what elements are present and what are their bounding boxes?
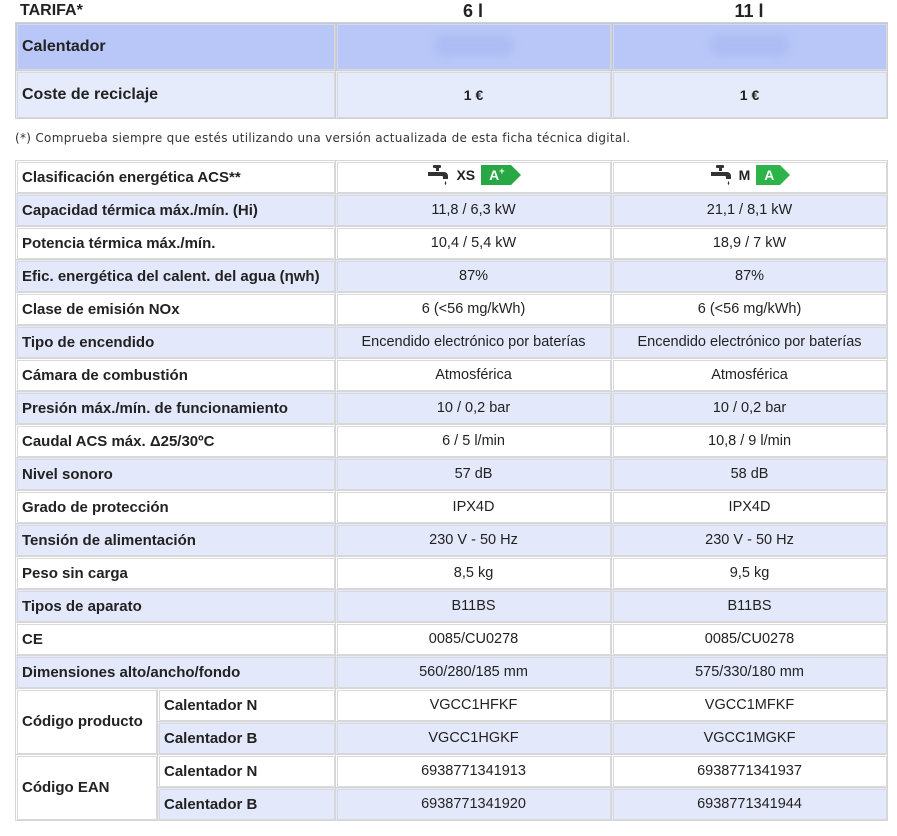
tarifa-label: TARIFA* [20, 2, 83, 19]
spec-label: Presión máx./mín. de funcionamiento [16, 392, 336, 425]
price-11l [612, 23, 888, 71]
spec-value-6l: Encendido electrónico por baterías [336, 326, 612, 359]
spec-value-11l: 575/330/180 mm [612, 656, 888, 689]
column-header-6l: 6 l [462, 1, 483, 21]
table-row [16, 161, 888, 194]
spec-value-6l: 57 dB [336, 458, 612, 491]
energy-badge: A+ [481, 165, 510, 185]
spec-value-11l: 87% [612, 260, 888, 293]
table-row [16, 524, 888, 557]
spec-label: Clase de emisión NOx [16, 293, 336, 326]
table-row [16, 23, 888, 71]
code-value-6l: VGCC1HFKF [336, 689, 612, 722]
spec-value-11l: 9,5 kg [612, 557, 888, 590]
spec-value-11l: Encendido electrónico por baterías [612, 326, 888, 359]
table-row [16, 425, 888, 458]
spec-label: Cámara de combustión [16, 359, 336, 392]
code-value-6l: 6938771341913 [336, 755, 612, 788]
spec-value-11l: 21,1 / 8,1 kW [612, 194, 888, 227]
spec-value-11l: 58 dB [612, 458, 888, 491]
code-sub-label: Calentador B [158, 788, 336, 821]
table-row [16, 293, 888, 326]
pricing-table [15, 22, 888, 119]
coste-6l: 1 € [336, 71, 612, 119]
spec-value-11l: 10,8 / 9 l/min [612, 425, 888, 458]
table-row [16, 392, 888, 425]
code-value-6l: 6938771341920 [336, 788, 612, 821]
energy-class-6l [336, 161, 612, 194]
spec-value-11l: IPX4D [612, 491, 888, 524]
spec-value-6l: IPX4D [336, 491, 612, 524]
code-sub-label: Calentador N [158, 755, 336, 788]
table-row [16, 359, 888, 392]
spec-value-11l: 6 (<56 mg/kWh) [612, 293, 888, 326]
coste-11l: 1 € [612, 71, 888, 119]
spec-value-6l: 87% [336, 260, 612, 293]
code-value-11l: VGCC1MGKF [612, 722, 888, 755]
table-row [16, 458, 888, 491]
code-sub-label: Calentador B [158, 722, 336, 755]
table-row [16, 260, 888, 293]
spec-label: Tensión de alimentación [16, 524, 336, 557]
energy-class-label: Clasificación energética ACS** [16, 161, 336, 194]
code-sub-label: Calentador N [158, 689, 336, 722]
spec-value-11l: 0085/CU0278 [612, 623, 888, 656]
table-row [16, 755, 888, 788]
spec-value-6l: B11BS [336, 590, 612, 623]
specs-table [15, 160, 888, 821]
spec-value-6l: 6 (<56 mg/kWh) [336, 293, 612, 326]
spec-label: Tipos de aparato [16, 590, 336, 623]
spec-value-6l: 230 V - 50 Hz [336, 524, 612, 557]
spec-value-6l: Atmosférica [336, 359, 612, 392]
table-row [16, 656, 888, 689]
codigo-producto-label: Código producto [16, 689, 158, 755]
table-row [16, 326, 888, 359]
blurred-price [434, 34, 514, 56]
spec-label: Caudal ACS máx. Δ25/30ºC [16, 425, 336, 458]
table-row [16, 557, 888, 590]
spec-value-6l: 0085/CU0278 [336, 623, 612, 656]
spec-label: Tipo de encendido [16, 326, 336, 359]
spec-label: Capacidad térmica máx./mín. (Hi) [16, 194, 336, 227]
load-profile: XS [456, 167, 476, 183]
spec-label: Potencia térmica máx./mín. [16, 227, 336, 260]
load-profile: M [738, 167, 751, 183]
energy-class-11l [612, 161, 888, 194]
spec-value-6l: 6 / 5 l/min [336, 425, 612, 458]
spec-value-6l: 11,8 / 6,3 kW [336, 194, 612, 227]
table-row [16, 194, 888, 227]
code-value-11l: VGCC1MFKF [612, 689, 888, 722]
spec-value-11l: Atmosférica [612, 359, 888, 392]
spec-value-6l: 10 / 0,2 bar [336, 392, 612, 425]
update-note: (*) Comprueba siempre que estés utilizando una versión actualizada de esta ficha técnica digital. [15, 131, 631, 145]
calentador-label: Calentador [16, 23, 336, 71]
spec-value-6l: 10,4 / 5,4 kW [336, 227, 612, 260]
codigo-ean-label: Código EAN [16, 755, 158, 821]
spec-value-11l: B11BS [612, 590, 888, 623]
spec-label: Dimensiones alto/ancho/fondo [16, 656, 336, 689]
energy-badge: A [756, 165, 780, 185]
table-row [16, 623, 888, 656]
spec-value-6l: 560/280/185 mm [336, 656, 612, 689]
spec-value-11l: 230 V - 50 Hz [612, 524, 888, 557]
blurred-price [710, 34, 790, 56]
tap-icon [426, 164, 450, 186]
table-row [16, 590, 888, 623]
code-value-6l: VGCC1HGKF [336, 722, 612, 755]
tap-icon [709, 164, 733, 186]
table-row [16, 71, 888, 119]
spec-label: Peso sin carga [16, 557, 336, 590]
spec-label: CE [16, 623, 336, 656]
code-value-11l: 6938771341944 [612, 788, 888, 821]
coste-reciclaje-label: Coste de reciclaje [16, 71, 336, 119]
table-row [16, 227, 888, 260]
price-6l [336, 23, 612, 71]
code-value-11l: 6938771341937 [612, 755, 888, 788]
column-header-11l: 11 l [734, 1, 764, 21]
table-header [15, 0, 887, 22]
spec-value-11l: 10 / 0,2 bar [612, 392, 888, 425]
table-row [16, 491, 888, 524]
spec-label: Nivel sonoro [16, 458, 336, 491]
spec-value-6l: 8,5 kg [336, 557, 612, 590]
spec-value-11l: 18,9 / 7 kW [612, 227, 888, 260]
spec-label: Efic. energética del calent. del agua (ηwh) [16, 260, 336, 293]
table-row [16, 689, 888, 722]
spec-label: Grado de protección [16, 491, 336, 524]
